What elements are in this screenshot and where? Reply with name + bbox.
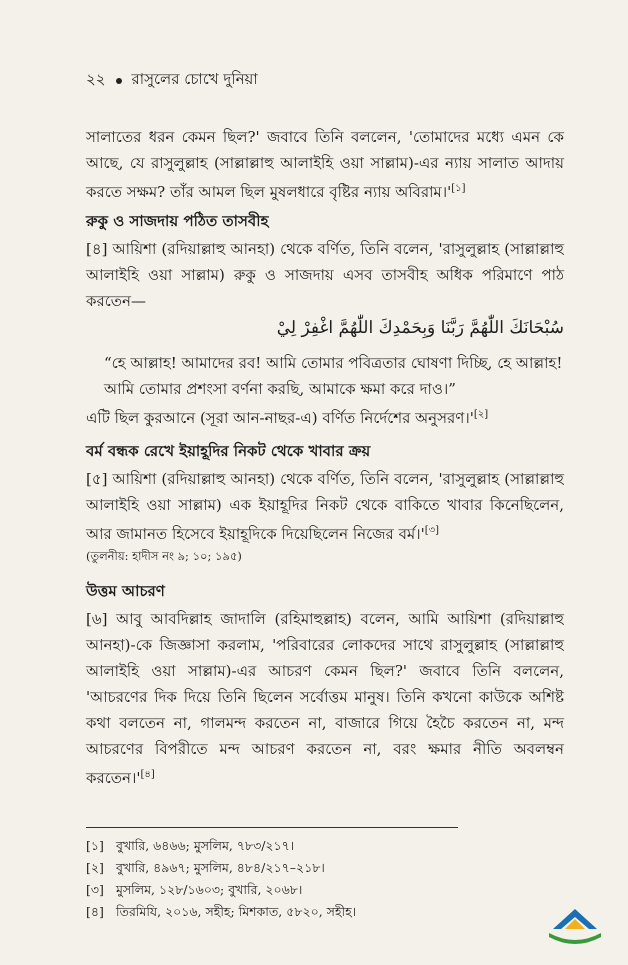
footnote-ref-4: [৪] [140,769,155,780]
footnote [86,882,302,902]
paragraph-4 [86,466,564,547]
footnote-ref-2: [২] [473,409,489,420]
paragraph-5 [86,606,564,791]
publisher-logo-icon [545,905,605,949]
bullet-icon [116,78,122,84]
comparison-note: (তুলনীয়: হাদীস নং ৯; ১০; ১৯৫) [86,549,242,563]
paragraph-1-text: সালাতের ধরন কেমন ছিল?' জবাবে তিনি বললেন, 'তোমাদের মধ্যে এমন কে আছে, যে রাসুলুল্লাহ (সাল্লাল্লাহু আলাইহি ওয়া সাল্লাম)-এর ন্যায় সালাত আদায় করতে সক্ষম? তাঁর আমল ছিল মুষলধারে বৃষ্টির ন্যায় অবিরাম।' [86,128,564,201]
paragraph-3-text: এটি ছিল কুরআনে (সূরা আন-নাছর-এ) বর্ণিত নির্দেশের অনুসরণ।' [86,409,474,427]
footnote-divider [86,827,458,828]
section-heading-conduct: উত্তম আচরণ [86,582,165,600]
footnote-text: বুখারি, ৪৯৬৭; মুসলিম, ৪৮৪/২১৭–২১৮। [115,860,325,875]
arabic-dua: سُبْحَانَكَ اللّٰهُمَّ رَبَّنَا وَبِحَمْدِكَ اللّٰهُمَّ اغْفِرْ لِيْ [276,318,564,338]
footnote-text: মুসলিম, ১২৮/১৬০৩; বুখারি, ২০৬৮। [115,882,303,897]
paragraph-4-text: [৫] আয়িশা (রদিয়াল্লাহু আনহা) থেকে বর্ণিত, তিনি বলেন, 'রাসুলুল্লাহ (সাল্লাল্লাহু আলাইহি ওয়া সাল্লাম) এক ইয়াহূদির নিকট থেকে বাকিতে খাবার কিনেছিলেন, আর জামানত হিসেবে ইয়াহূদিকে দিয়েছিলেন নিজের বর্ম।' [86,470,564,543]
footnote-text: বুখারি, ৬৪৬৬; মুসলিম, ৭৮৩/২১৭। [115,838,295,853]
footnote [86,860,325,880]
footnote-number: [৩] [86,882,104,897]
footnote [86,904,356,924]
dua-translation: “হে আল্লাহ! আমাদের রব! আমি তোমার পবিত্রতার ঘোষণা দিচ্ছি, হে আল্লাহ! আমি তোমার প্রশংসা বর্ণনা করছি, আমাকে ক্ষমা করে দাও।” [104,354,563,398]
section-heading-tasbih: রুকু ও সাজদায় পঠিত তাসবীহ [86,212,269,230]
running-title: রাসুলের চোখে দুনিয়া [131,70,258,88]
paragraph-5-text: [৬] আবু আবদিল্লাহ জাদালি (রহিমাহুল্লাহ) বলেন, আমি আয়িশা (রদিয়াল্লাহু আনহা)-কে জিজ্ঞাসা করলাম, 'পরিবারের লোকদের সাথে রাসুলুল্লাহ (সাল্লাল্লাহু আলাইহি ওয়া সাল্লাম)-এর আচরণ কেমন ছিল?' জবাবে তিনি বললেন, 'আচরণের দিক দিয়ে তিনি ছিলেন সর্বোত্তম মানুষ। তিনি কখনো কাউকে অশিষ্ট কথা বলতেন না, গালমন্দ করতেন না, বাজারে গিয়ে হৈচৈ করতেন না, মন্দ আচরণের বিপরীতে মন্দ আচরণ করতেন না, বরং ক্ষমার নীতি অবলম্বন করতেন।' [86,610,564,787]
footnote [86,838,294,858]
section-heading-armor: বর্ম বন্ধক রেখে ইয়াহূদির নিকট থেকে খাবার ক্রয় [86,442,371,460]
paragraph-2: [৪] আয়িশা (রদিয়াল্লাহু আনহা) থেকে বর্ণিত, তিনি বলেন, 'রাসুলুল্লাহ (সাল্লাল্লাহু আলাইহি ওয়া সাল্লাম) রুকু ও সাজদায় এসব তাসবীহ অধিক পরিমাণে পাঠ করতেন— [86,240,564,310]
footnote-text: তিরমিযি, ২০১৬, সহীহ; মিশকাত, ৫৮২০, সহীহ। [115,904,357,919]
paragraph-1 [86,124,564,205]
footnote-ref-3: [৩] [424,525,440,536]
footnote-ref-1: [১] [451,183,466,194]
footnote-number: [৪] [86,904,104,919]
footnote-number: [২] [86,860,104,875]
paragraph-3 [86,402,564,431]
page-header [86,68,258,93]
page-number: ২২ [86,70,106,88]
footnote-number: [১] [86,838,104,853]
